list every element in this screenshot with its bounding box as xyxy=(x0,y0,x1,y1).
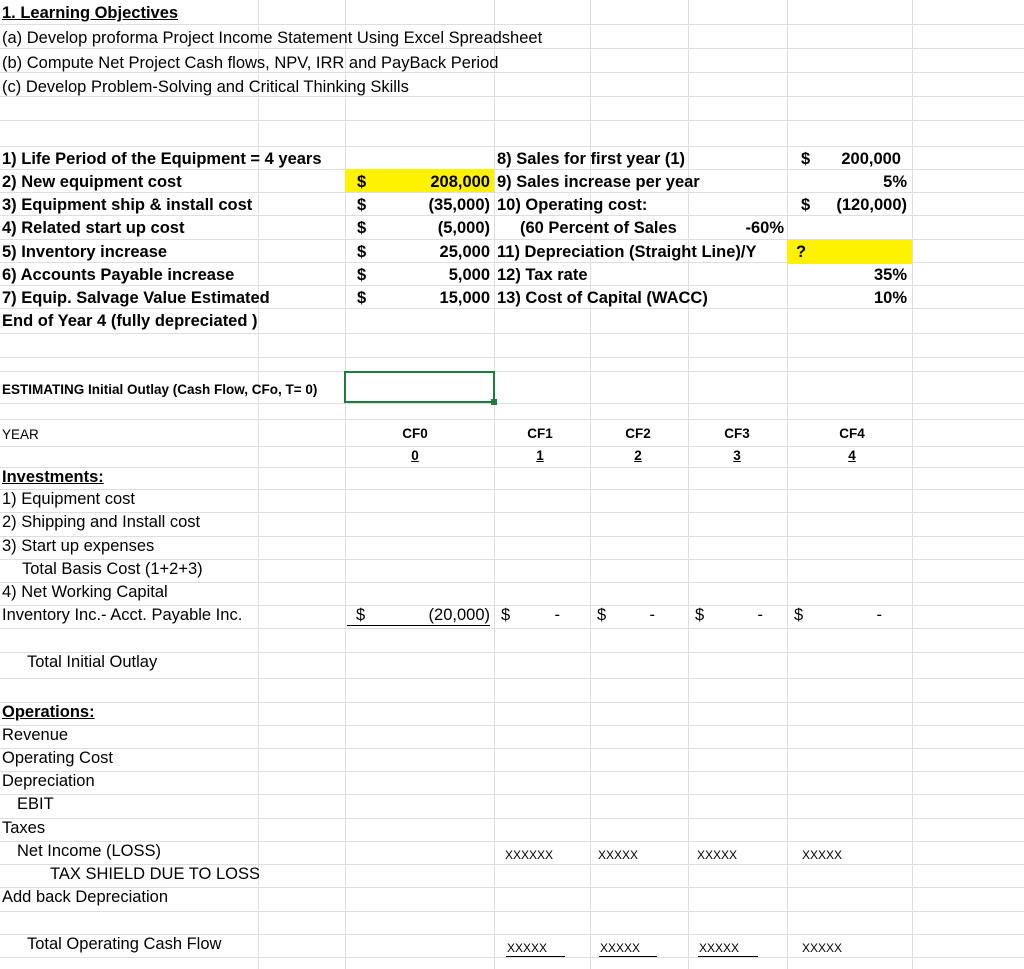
gridline xyxy=(0,725,1024,726)
assumption-13-label: 13) Cost of Capital (WACC) xyxy=(497,289,708,307)
assumption-6-label: 6) Accounts Payable increase xyxy=(2,266,235,284)
year-4: 4 xyxy=(848,448,856,463)
nwc-value-cf4[interactable]: - xyxy=(876,606,882,624)
gridline xyxy=(0,489,1024,490)
investment-row: 2) Shipping and Install cost xyxy=(2,513,201,531)
gridline xyxy=(0,192,1024,193)
gridline xyxy=(0,911,1024,912)
gridline xyxy=(0,678,1024,679)
assumption-7-note: End of Year 4 (fully depreciated ) xyxy=(2,312,258,330)
assumption-7-label: 7) Equip. Salvage Value Estimated xyxy=(2,289,270,307)
assumption-2-value[interactable]: 208,000 xyxy=(430,173,490,191)
net-income-cf4[interactable]: XXXXX xyxy=(802,848,843,862)
total-ocf-cf4[interactable]: XXXXX xyxy=(802,941,843,955)
objective-a: (a) Develop proforma Project Income Statement Using Excel Spreadsheet xyxy=(2,29,543,47)
operations-row: TAX SHIELD DUE TO LOSS xyxy=(50,865,260,883)
nwc-value-cf0[interactable]: (20,000) xyxy=(428,606,490,624)
total-ocf-underline xyxy=(599,956,657,957)
assumption-10-note: (60 Percent of Sales xyxy=(520,219,677,237)
selected-cell[interactable] xyxy=(344,371,495,403)
gridline xyxy=(0,771,1024,772)
nwc-underline xyxy=(347,625,490,626)
year-1: 1 xyxy=(536,448,544,463)
operations-row: Taxes xyxy=(2,819,46,837)
assumption-8-label: 8) Sales for first year (1) xyxy=(497,150,685,168)
nwc-value-cf2[interactable]: - xyxy=(649,606,655,624)
gridline xyxy=(0,818,1024,819)
gridline xyxy=(0,146,1024,147)
total-ocf-cf3[interactable]: XXXXX xyxy=(699,941,740,955)
gridline xyxy=(0,169,1024,170)
objective-c: (c) Develop Problem-Solving and Critical Thinking Skills xyxy=(2,78,409,96)
objective-b: (b) Compute Net Project Cash flows, NPV, IRR and PayBack Period xyxy=(2,54,499,72)
investment-row: Total Basis Cost (1+2+3) xyxy=(22,560,203,578)
investment-row: 3) Start up expenses xyxy=(2,537,155,555)
operations-row: Net Income (LOSS) xyxy=(17,842,161,860)
operations-row: Operating Cost xyxy=(2,749,113,767)
assumption-12-value[interactable]: 35% xyxy=(873,266,907,284)
assumption-13-value[interactable]: 10% xyxy=(873,289,907,307)
gridline xyxy=(0,628,1024,629)
assumption-3-currency: $ xyxy=(357,196,367,214)
assumption-2-label: 2) New equipment cost xyxy=(2,173,182,191)
nwc-currency: $ xyxy=(501,606,511,624)
total-ocf-underline xyxy=(698,956,758,957)
year-3: 3 xyxy=(733,448,741,463)
assumption-10-currency: $ xyxy=(801,196,811,214)
net-income-cf2[interactable]: XXXXX xyxy=(598,848,639,862)
gridline xyxy=(0,333,1024,334)
assumption-8-value[interactable]: 200,000 xyxy=(841,150,901,168)
gridline xyxy=(0,120,1024,121)
gridline xyxy=(0,215,1024,216)
assumption-1-label: 1) Life Period of the Equipment = 4 years xyxy=(2,150,322,168)
depreciation-unknown[interactable]: ? xyxy=(796,243,807,261)
gridline xyxy=(0,794,1024,795)
assumption-8-currency: $ xyxy=(801,150,811,168)
nwc-currency: $ xyxy=(356,606,366,624)
investment-row: 4) Net Working Capital xyxy=(2,583,168,601)
assumption-11-label: 11) Depreciation (Straight Line)/Y xyxy=(497,243,757,261)
assumption-6-value[interactable]: 5,000 xyxy=(448,266,490,284)
assumption-2-currency: $ xyxy=(357,173,367,191)
assumption-3-value[interactable]: (35,000) xyxy=(428,196,490,214)
operating-cost-percent[interactable]: -60% xyxy=(745,219,784,237)
operations-row: Depreciation xyxy=(2,772,95,790)
gridline xyxy=(0,48,1024,49)
assumption-12-label: 12) Tax rate xyxy=(497,266,588,284)
assumption-4-currency: $ xyxy=(357,219,367,237)
year-2: 2 xyxy=(634,448,642,463)
net-income-cf1[interactable]: XXXXXX xyxy=(505,848,554,862)
investments-heading: Investments: xyxy=(2,468,104,486)
gridline xyxy=(0,357,1024,358)
gridline xyxy=(0,748,1024,749)
assumption-9-value[interactable]: 5% xyxy=(883,173,907,191)
cf2-header: CF2 xyxy=(625,426,651,441)
assumption-4-value[interactable]: (5,000) xyxy=(437,219,490,237)
nwc-value-cf1[interactable]: - xyxy=(554,606,560,624)
nwc-value-cf3[interactable]: - xyxy=(757,606,763,624)
assumption-5-currency: $ xyxy=(357,243,367,261)
objectives-title: 1. Learning Objectives xyxy=(2,4,179,22)
gridline xyxy=(0,371,1024,372)
operations-heading: Operations: xyxy=(2,703,95,721)
investment-row: 1) Equipment cost xyxy=(2,490,135,508)
total-ocf-cf1[interactable]: XXXXX xyxy=(507,941,548,955)
assumption-7-value[interactable]: 15,000 xyxy=(439,289,490,307)
investment-row: Inventory Inc.- Acct. Payable Inc. xyxy=(2,606,243,624)
cf3-header: CF3 xyxy=(724,426,750,441)
outlay-title: ESTIMATING Initial Outlay (Cash Flow, CFo, T= 0) xyxy=(2,382,318,397)
assumption-4-label: 4) Related start up cost xyxy=(2,219,185,237)
cf0-header: CF0 xyxy=(402,426,428,441)
operations-row: Revenue xyxy=(2,726,69,744)
total-initial-outlay: Total Initial Outlay xyxy=(27,653,158,671)
gridline xyxy=(0,285,1024,286)
assumption-5-label: 5) Inventory increase xyxy=(2,243,168,261)
cf1-header: CF1 xyxy=(527,426,553,441)
nwc-currency: $ xyxy=(794,606,804,624)
year-label: YEAR xyxy=(2,427,39,442)
operations-row: EBIT xyxy=(17,795,54,813)
cf4-header: CF4 xyxy=(839,426,865,441)
total-ocf-underline xyxy=(506,956,565,957)
nwc-currency: $ xyxy=(597,606,607,624)
assumption-5-value[interactable]: 25,000 xyxy=(439,243,490,261)
fill-handle[interactable] xyxy=(491,399,497,405)
gridline xyxy=(0,702,1024,703)
gridline xyxy=(0,403,1024,404)
gridline xyxy=(0,419,1024,420)
year-0: 0 xyxy=(411,448,419,463)
gridline xyxy=(0,24,1024,25)
total-operating-cash-flow: Total Operating Cash Flow xyxy=(27,935,222,953)
total-ocf-cf2[interactable]: XXXXX xyxy=(600,941,641,955)
net-income-cf3[interactable]: XXXXX xyxy=(697,848,738,862)
assumption-7-currency: $ xyxy=(357,289,367,307)
operations-row: Add back Depreciation xyxy=(2,888,169,906)
assumption-9-label: 9) Sales increase per year xyxy=(497,173,700,191)
gridline xyxy=(0,467,1024,468)
assumption-10-label: 10) Operating cost: xyxy=(497,196,648,214)
gridline xyxy=(0,308,1024,309)
assumption-10-value[interactable]: (120,000) xyxy=(836,196,907,214)
assumption-6-currency: $ xyxy=(357,266,367,284)
nwc-currency: $ xyxy=(695,606,705,624)
assumption-3-label: 3) Equipment ship & install cost xyxy=(2,196,253,214)
